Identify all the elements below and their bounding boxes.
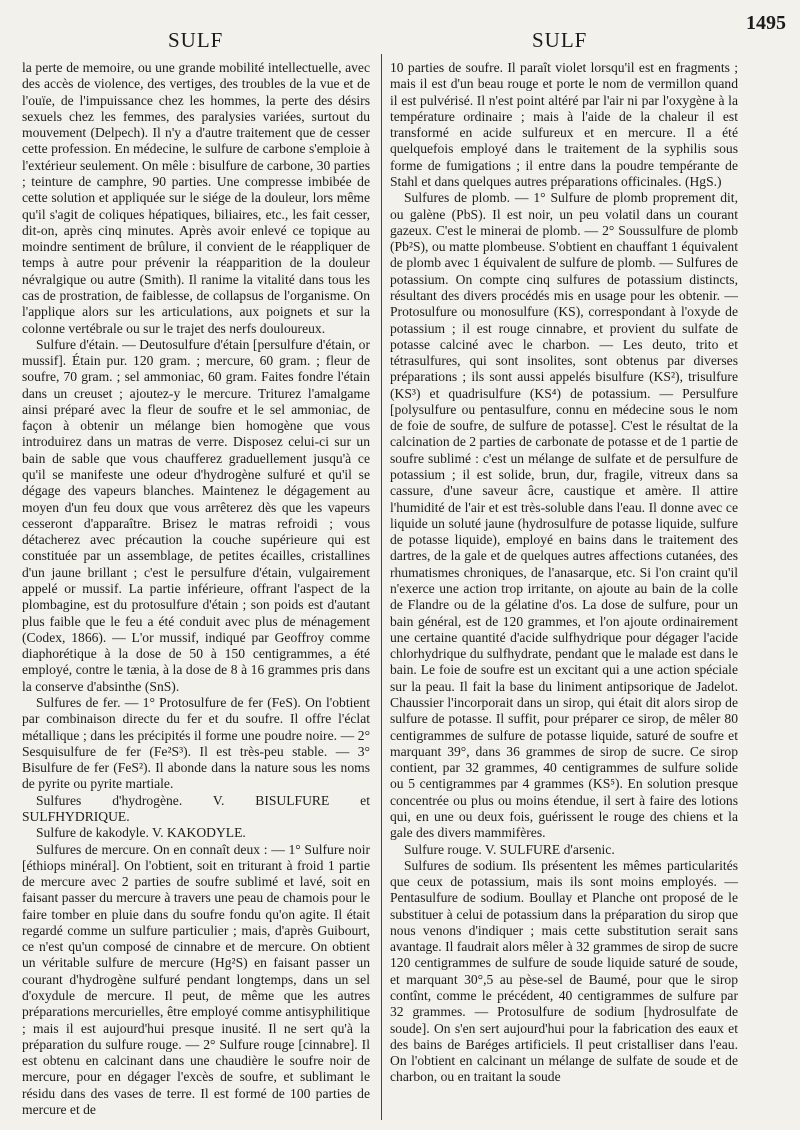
column-divider (381, 54, 382, 1120)
entry-sulfures-sodium: Sulfures de sodium. Ils présentent les mêmes particularités que ceux de potassium, mais ils sont moins employés. — Pentasulfure de sodium. Boullay et Planche ont proposé de le substituer à celui de potassium dans la préparation du sirop que nous venons d'indiquer ; mais cette substitution serait sans avantage. Il faudrait alors mêler à 32 grammes de sirop de sucre 120 centigrammes de sulfure de soude liquide saturé de soude, et marquant 30°,5 au pèse-sel de Baumé, pour que le sirop contînt, comme le précédent, 40 centigrammes de sulfure par 32 grammes. — Protosulfure de sodium [hydrosulfate de soude]. On s'en sert aujourd'hui pour la fabrication des eaux et des bains de Baréges artificiels. Il peut cristalliser dans l'eau. On l'obtient en calcinant un mélange de sulfate de soude et de charbon, ou en traitant la soude (390, 857, 739, 1085)
entry-sulfures-plomb-potassium: Sulfures de plomb. — 1° Sulfure de plomb proprement dit, ou galène (PbS). Il est noir, un peu volatil dans un courant gazeux. C'est le minerai de plomb. — 2° Soussulfure de plomb (Pb²S), ou matte plombeuse. S'obtient en chauffant 1 équivalent de plomb avec 1 équivalent de sulfure de plomb. — Sulfures de potassium. On compte cinq sulfures de potassium distincts, résultant des divers procédés mis en usage pour les obtenir. — Protosulfure ou monosulfure (KS), correspondant à l'oxyde de potassium ; il est rouge cinnabre, et provient du sulfate de potasse calciné avec le charbon. — Les deuto, trito et tétrasulfures, qui sont insolites, sont obtenus par diverses préparations ; ils sont aussi appelés bisulfure (KS²), trisulfure (KS³) et quadrisulfure (KS⁴) de potassium. — Persulfure [polysulfure ou pentasulfure, connu en médecine sous le nom de foie de soufre, de sulfure de potasse]. C'est le résultat de la calcination de 2 parties de carbonate de potasse et de 1 partie de soufre sublimé : c'est un mélange de sulfate et de persulfure de potassium ; il est solide, brun, dur, fragile, vitreux dans sa cassure, d'une saveur âcre, caustique et amère. Il attire l'humidité de l'air et est très-soluble dans l'eau. Il donne avec ce liquide un soluté jaune (hydrosulfure de potasse liquide, sulfure de potasse liquide), employé en bains dans le traitement des dartres, de la gale et de quelques autres affections cutanées, des rhumatismes chroniques, de l'anasarque, etc. Si l'on craint qu'il n'exerce une action trop irritante, on ajoute au bain de la colle de Flandre ou de la gélatine d'os. La dose de sulfure, pour un bain général, est de 120 grammes, et l'on ajoute ordinairement une certaine quantité d'acide sulfhydrique pour dégager l'acide chlorhydrique du sulfhydrate, pendant que le malade est dans le bain. Le foie de soufre est un excitant qui a une action spéciale sur la peau. Il fait la base du liniment antipsorique de Jadelot. Chaussier l'incorporait dans un sirop, qui était dit alors sirop de sulfure de potasse. Il suffit, pour préparer ce sirop, de mêler 80 centigrammes de sulfure de potasse liquide, saturé de soufre et marquant 39°, dans 36 grammes de sirop de sucre. Ce sirop contient, par 32 grammes, 40 centigrammes de sulfure solide ou 5 centigrammes par 4 grammes (KS⁵). En solution presque concentrée ou plus ou moins étendue, il sert à faire des lotions qui, en une ou deux fois, guérissent le rouge des chiens et la gale des divers mammifères. (390, 190, 738, 841)
entry-sulfure-rouge: Sulfure rouge. V. SULFURE d'arsenic. (404, 841, 615, 857)
right-column (390, 60, 738, 1086)
entry-sulfure-kakodyle: Sulfure de kakodyle. V. KAKODYLE. (36, 825, 246, 841)
entry-sulfure-etain: Sulfure d'étain. — Deutosulfure d'étain [persulfure d'étain, or mussif]. Étain pur. 120 gram. ; mercure, 60 gram. ; fleur de soufre, 70 gram. ; sel ammoniac, 60 gram. Faites fondre l'étain dans un creuset ; ajoutez-y le mercure. Triturez l'amalgame ainsi préparé avec la fleur de soufre et le sel ammoniac, de façon à obtenir un mélange bien homogène que vous introduirez dans un matras de verre. Disposez celui-ci sur un bain de sable que vous chaufferez graduellement jusqu'à ce qu'il se manifeste une odeur d'hydrogène sulfuré et qu'il se dégage des vapeurs blanches. Maintenez le dégagement au moyen d'un feu doux que vous arrêterez dès que les vapeurs cesseront d'apparaître. Brisez le matras refroidi ; vous détacherez avec précaution la couche supérieure qui est constituée par un assemblage, de petites écailles, cristallines d'un jaune brillant ; c'est le persulfure d'étain, vulgairement appelé or mussif. La partie inférieure, offrant l'aspect de la plombagine, est du protosulfure d'étain ; son poids est d'autant plus faible que le feu a été conduit avec plus de ménagement (Codex, 1866). — L'or mussif, indiqué par Geoffroy comme diaphorétique à la dose de 50 à 150 centigrammes, a été employé, contre le tænia, à la dose de 8 à 16 grammes pris dans la conserve d'absinthe (SnS). (22, 336, 370, 694)
left-column (22, 60, 370, 1118)
paragraph-cinnabar-continued: 10 parties de soufre. Il paraît violet lorsqu'il est en fragments ; mais il est d'un beau rouge et porte le nom de vermillon quand il est pulvérisé. Il n'est point altéré par l'air ni par l'oxygène à la température ordinaire ; mais à l'aide de la chaleur il est transformé en acide sulfureux et en mercure. Il a été quelquefois employé dans le traitement de la syphilis sous forme de fumigations ; il entre dans la poudre tempérante de Stahl et dans quelques autres préparations officinales. (HgS.) (390, 60, 738, 189)
paragraph-carbon-sulfide: la perte de memoire, ou une grande mobilité intellectuelle, avec des accès de violence, des vertiges, des troubles de la vue et de l'ouïe, de l'impuissance chez les hommes, la perte des désirs sexuels chez les femmes, des paralysies variées, surtout du mouvement (Delpech). Il n'y a d'autre traitement que de cesser cette profession. En médecine, le sulfure de carbone s'emploie à l'extérieur seulement. On mêle : bisulfure de carbone, 30 parties ; teinture de camphre, 90 parties. Une compresse imbibée de cette solution et appliquée sur le siége de la douleur, lors même qu'il s'agit de coliques hépatiques, biliaires, etc., les fait cesser, dit-on, après cinq minutes. Après avoir enlevé ce topique au moindre sentiment de brûlure, il convient de le réappliquer de temps à autre pour prévenir la réapparition de la douleur névralgique ou autre (Smith). Il ranime la vitalité dans tous les cas de prostration, de faiblesse, de collapsus de l'organisme. On l'applique alors sur les articulations, aux poignets et sur la colonne vertébrale ou sur le trajet des nerfs douloureux. (22, 60, 370, 336)
entry-sulfures-hydrogene: Sulfures d'hydrogène. V. BISULFURE et SULFHYDRIQUE. (22, 792, 370, 824)
entry-sulfures-mercure: Sulfures de mercure. On en connaît deux : — 1° Sulfure noir [éthiops minéral]. On l'obtient, soit en triturant à froid 1 partie de mercure avec 2 parties de soufre sublimé et lavé, soit en faisant passer du mercure à travers une peau de chamois pour le faire tomber en pluie dans du soufre fondu qu'on agite. Il était regardé comme un sulfure particulier ; mais, d'après Guibourt, ce n'est qu'un composé de cinnabre et de mercure. On obtient un véritable sulfure de mercure (Hg²S) en faisant passer un courant d'hydrogène sulfuré pendant longtemps, dans un sel d'oxydule de mercure. Il peut, de même que les autres préparations mercurielles, être employé comme antisyphilitique ; mais il est aujourd'hui presque inusité. Il ne sert qu'à la préparation du sulfure rouge. — 2° Sulfure rouge [cinnabre]. Il est obtenu en calcinant dans une chaudière le soufre noir de mercure, pour en dégager l'excès de soufre, et sublimant le résidu dans des vases de terre. Il est formé de 100 parties de mercure et de (22, 841, 370, 1117)
page-number: 1495 (746, 12, 786, 34)
entry-sulfures-fer: Sulfures de fer. — 1° Protosulfure de fer (FeS). On l'obtient par combinaison directe du fer et du soufre. Il offre l'éclat métallique ; dans les précipités il forme une poudre noire. — 2° Sesquisulfure de fer (Fe²S³). Il est très-peu stable. — 3° Bisulfure de fer (FeS²). Il abonde dans la nature sous les noms de pyrite ou pyrite martiale. (22, 694, 370, 792)
running-head-left: SULF (168, 28, 224, 52)
running-head-right: SULF (532, 28, 588, 52)
